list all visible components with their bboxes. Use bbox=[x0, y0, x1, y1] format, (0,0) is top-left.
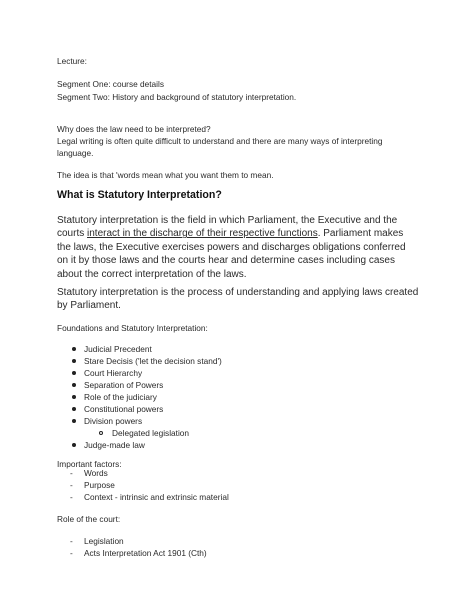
definition-text-end: . Parliament makes the laws, the Executive exercises powers and discharges obligations conferred on it by those laws and the courts hear and determine cases including cases about the correct interpretation of the laws. bbox=[57, 228, 406, 280]
segment-one: Segment One: course details bbox=[57, 79, 164, 89]
list-item: Stare Decisis ('let the decision stand') bbox=[84, 356, 222, 366]
lecture-label: Lecture: bbox=[57, 56, 87, 66]
list-item: Separation of Powers bbox=[84, 380, 164, 390]
definition-text-start: Statutory interpretation is the field in which Parliament, the Executive and the courts bbox=[57, 215, 398, 240]
answer-line-2: language. bbox=[57, 148, 94, 158]
bullet-icon bbox=[72, 347, 76, 351]
bullet-icon bbox=[72, 443, 76, 447]
bullet-icon bbox=[72, 407, 76, 411]
dash-marker: - bbox=[70, 480, 73, 490]
list-item: Words bbox=[84, 468, 108, 478]
list-item: Constitutional powers bbox=[84, 404, 164, 414]
bullet-icon bbox=[72, 359, 76, 363]
idea-line: The idea is that 'words mean what you want them to mean. bbox=[57, 170, 274, 180]
sub-bullet-icon bbox=[99, 431, 103, 435]
sub-list-item: Delegated legislation bbox=[112, 428, 190, 438]
dash-marker: - bbox=[70, 468, 73, 478]
underlined-phrase: interact in the discharge of their respective functions bbox=[87, 228, 318, 240]
list-item: Judicial Precedent bbox=[84, 344, 152, 354]
list-item: Judge-made law bbox=[84, 440, 145, 450]
question-line: Why does the law need to be interpreted? bbox=[57, 124, 211, 134]
dash-marker: - bbox=[70, 492, 73, 502]
list-item: Division powers bbox=[84, 416, 143, 426]
process-paragraph: Statutory interpretation is the process of understanding and applying laws created by Parliament. bbox=[57, 287, 419, 312]
factors-title: Important factors: bbox=[57, 459, 122, 469]
dash-marker: - bbox=[70, 536, 73, 546]
bullet-icon bbox=[72, 371, 76, 375]
list-item: Context - intrinsic and extrinsic material bbox=[84, 492, 229, 502]
court-title: Role of the court: bbox=[57, 514, 121, 524]
foundations-title: Foundations and Statutory Interpretation: bbox=[57, 323, 208, 333]
answer-line-1: Legal writing is often quite difficult to understand and there are many ways of interpreting bbox=[57, 136, 383, 146]
list-item: Acts Interpretation Act 1901 (Cth) bbox=[84, 548, 207, 558]
list-item: Court Hierarchy bbox=[84, 368, 143, 378]
bullet-icon bbox=[72, 419, 76, 423]
list-item: Role of the judiciary bbox=[84, 392, 157, 402]
definition-paragraph bbox=[57, 214, 419, 281]
dash-marker: - bbox=[70, 548, 73, 558]
list-item: Purpose bbox=[84, 480, 115, 490]
bullet-icon bbox=[72, 383, 76, 387]
list-item: Legislation bbox=[84, 536, 124, 546]
section-heading: What is Statutory Interpretation? bbox=[57, 189, 222, 201]
bullet-icon bbox=[72, 395, 76, 399]
segment-two: Segment Two: History and background of statutory interpretation. bbox=[57, 92, 297, 102]
